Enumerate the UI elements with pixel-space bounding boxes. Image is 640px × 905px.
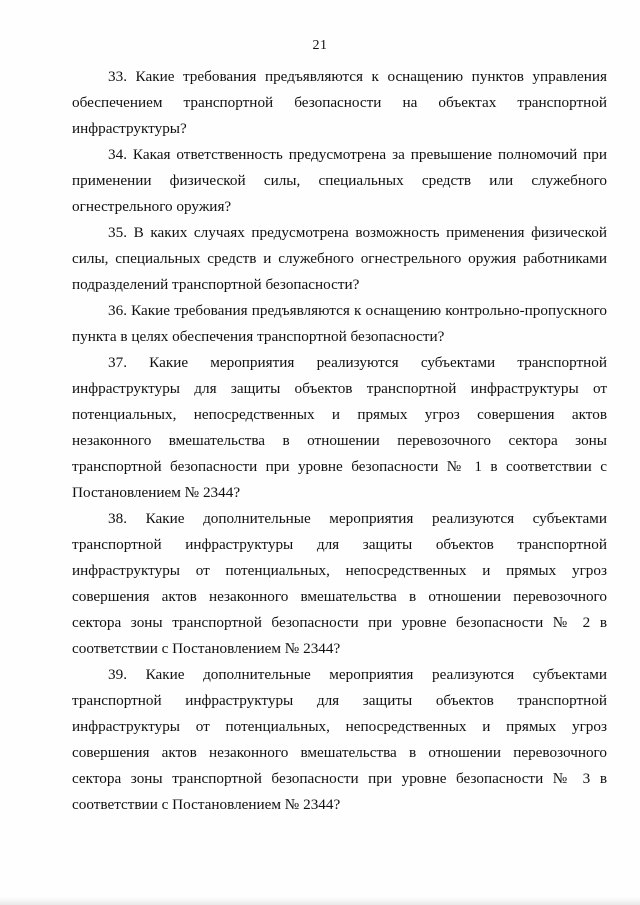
question-38: 38. Какие дополнительные мероприятия реализуются субъектами транспортной инфраструктуры для защиты объектов транспортной инфраструктуры от потенциальных, непосредственных и прямых угроз совершения актов незаконного вмешательства в отношении перевозочного сектора зоны транспортной безопасности при уровне безопасности № 2 в соответствии с Постановлением № 2344? (72, 510, 607, 657)
question-34: 34. Какая ответственность предусмотрена за превышение полномочий при применении физической силы, специальных средств или служебного огнестрельного оружия? (72, 146, 607, 215)
question-36: 36. Какие требования предъявляются к оснащению контрольно-пропускного пункта в целях обеспечения транспортной безопасности? (72, 302, 607, 345)
question-39: 39. Какие дополнительные мероприятия реализуются субъектами транспортной инфраструктуры для защиты объектов транспортной инфраструктуры от потенциальных, непосредственных и прямых угроз совершения актов незаконного вмешательства в отношении перевозочного сектора зоны транспортной безопасности при уровне безопасности № 3 в соответствии с Постановлением № 2344? (72, 666, 607, 813)
question-37: 37. Какие мероприятия реализуются субъектами транспортной инфраструктуры для защиты объектов транспортной инфраструктуры от потенциальных, непосредственных и прямых угроз совершения актов незаконного вмешательства в отношении перевозочного сектора зоны транспортной безопасности при уровне безопасности № 1 в соответствии с Постановлением № 2344? (72, 354, 607, 501)
scan-bottom-edge (0, 897, 640, 905)
question-list (72, 64, 607, 818)
question-33: 33. Какие требования предъявляются к оснащению пунктов управления обеспечением транспортной безопасности на объектах транспортной инфраструктуры? (72, 68, 607, 137)
question-35: 35. В каких случаях предусмотрена возможность применения физической силы, специальных средств и служебного огнестрельного оружия работниками подразделений транспортной безопасности? (72, 224, 607, 293)
page-number: 21 (312, 38, 328, 53)
